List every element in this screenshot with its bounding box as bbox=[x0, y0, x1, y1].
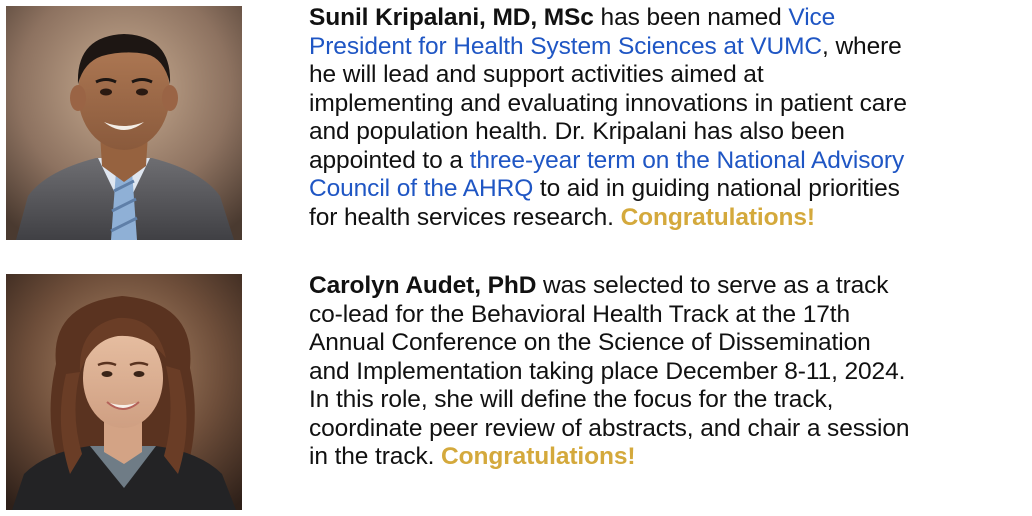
text-line: implementing and evaluating innovations in patient care bbox=[309, 89, 907, 117]
congratulations-text: Congratulations! bbox=[620, 203, 815, 231]
person-name: Sunil Kripalani, MD, MSc bbox=[309, 4, 594, 31]
text-segment: , where bbox=[822, 32, 902, 60]
text-line: In this role, she will define the focus for the track, bbox=[309, 386, 834, 413]
text-segment: for health services research. bbox=[309, 203, 621, 231]
announcement-entry bbox=[0, 0, 1032, 250]
advisory-council-link[interactable]: three-year term on the National Advisory bbox=[469, 146, 905, 174]
text-line: and population health. Dr. Kripalani has also been bbox=[309, 118, 845, 145]
announcement-text bbox=[309, 272, 1029, 472]
portrait-photo-man bbox=[6, 6, 242, 240]
vp-link[interactable]: President for Health System Sciences at VUMC bbox=[309, 32, 823, 60]
text-segment: in the track. bbox=[309, 443, 442, 470]
text-segment: has been named bbox=[593, 4, 789, 31]
text-line bbox=[309, 147, 1029, 176]
text-line: Annual Conference on the Science of Dissemination bbox=[309, 329, 871, 356]
announcement-text bbox=[309, 4, 1029, 232]
portrait-photo-woman bbox=[6, 274, 242, 510]
text-line bbox=[309, 175, 1029, 204]
text-line bbox=[309, 33, 1029, 62]
text-line bbox=[309, 4, 1029, 33]
text-line: and Implementation taking place December 8-11, 2024. bbox=[309, 357, 906, 385]
vp-link[interactable]: Vice bbox=[788, 4, 836, 31]
text-line bbox=[309, 443, 1029, 472]
text-line bbox=[309, 204, 1029, 233]
text-segment: appointed to a bbox=[309, 146, 470, 174]
text-line bbox=[309, 272, 1029, 301]
advisory-council-link[interactable]: Council of the AHRQ bbox=[309, 175, 534, 202]
text-line: coordinate peer review of abstracts, and chair a session bbox=[309, 414, 910, 442]
announcement-entry bbox=[0, 268, 1032, 516]
text-segment: to aid in guiding national priorities bbox=[533, 175, 900, 202]
congratulations-text: Congratulations! bbox=[441, 443, 636, 470]
text-line: co-lead for the Behavioral Health Track at the 17th bbox=[309, 300, 851, 328]
person-name: Carolyn Audet, PhD bbox=[309, 272, 537, 299]
text-line: he will lead and support activities aimed at bbox=[309, 61, 764, 88]
text-segment: was selected to serve as a track bbox=[536, 272, 889, 299]
